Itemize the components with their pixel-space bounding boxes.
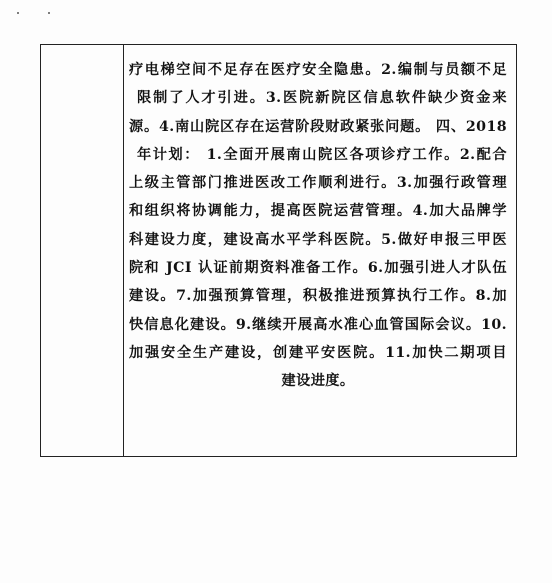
text-line: 院和 JCI 认证前期资料准备工作。6.加强引进人才队伍 [129,260,507,277]
text-line: 疗电梯空间不足存在医疗安全隐患。2.编制与员额不足 [129,62,507,78]
column-divider [123,45,124,456]
text-line: 和组织将协调能力，提高医院运营管理。4.加大品牌学 [129,203,507,220]
text-line: 加强安全生产建设，创建平安医院。11.加快二期项目 [129,344,507,361]
text-line: 建设。7.加强预算管理，积极推进预算执行工作。8.加 [129,288,507,305]
text-line: 源。4.南山院区存在运营阶段财政紧张问题。 四、2018 [129,118,507,135]
text-line: 限制了人才引进。3.医院新院区信息软件缺少资金来 [137,90,507,107]
text-line: 科建设力度，建设高水平学科医院。5.做好申报三甲医 [129,231,507,248]
text-line: 上级主管部门推进医改工作顺利进行。3.加强行政管理 [129,175,507,192]
scan-dot [17,12,19,14]
text-line: 年计划： 1.全面开展南山院区各项诊疗工作。2.配合 [137,146,507,163]
table-cell-content [129,56,507,396]
table-frame [40,44,517,457]
scan-dot [48,12,50,14]
text-line: 建设进度。 [281,373,355,390]
text-line: 快信息化建设。9.继续开展高水准心血管国际会议。10. [129,316,507,333]
